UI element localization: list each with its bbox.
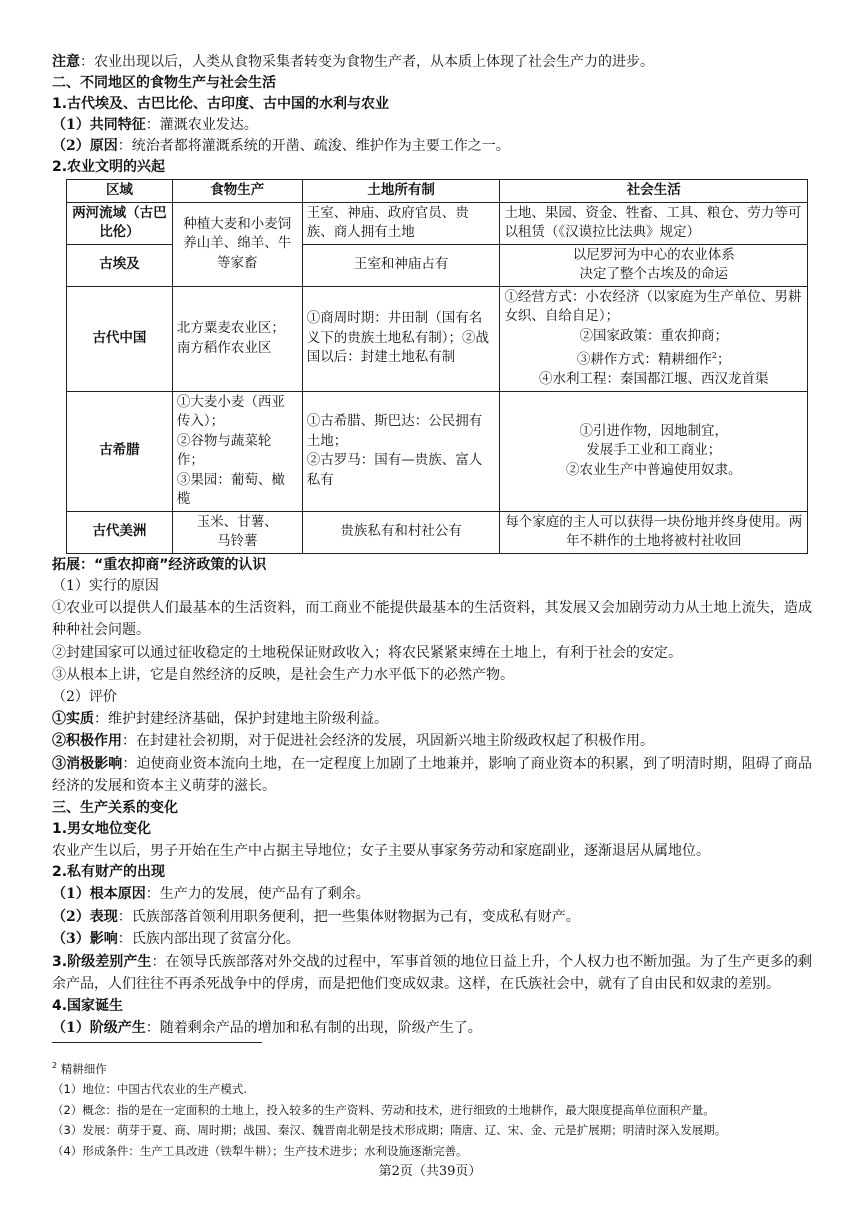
table-row bbox=[67, 391, 808, 511]
private-property-item: （3）影响：氏族内部出现了贫富分化。 bbox=[52, 931, 300, 947]
region-cell: 古埃及 bbox=[67, 244, 173, 286]
food-cell: ①大麦小麦（西亚传入）； ②谷物与蔬菜轮作； ③果园：葡萄、橄榄 bbox=[172, 391, 302, 511]
life-cell: 每个家庭的主人可以获得一块份地并终身使用。两年不耕作的土地将被村社收回 bbox=[500, 511, 808, 553]
region-cell: 两河流域（古巴比伦） bbox=[67, 202, 173, 244]
life-cell: 土地、果园、资金、牲畜、工具、粮仓、劳力等可以租赁（《汉谟拉比法典》规定） bbox=[500, 202, 808, 244]
table-header: 土地所有制 bbox=[302, 180, 500, 203]
extension-title: 拓展：“重农抑商”经济政策的认识 bbox=[52, 556, 267, 573]
section-3-4-title: 4.国家诞生 bbox=[52, 997, 124, 1014]
region-cell: 古代美洲 bbox=[67, 511, 173, 553]
extension-q2: （2）评价 bbox=[52, 688, 117, 705]
life-cell: 以尼罗河为中心的农业体系 决定了整个古埃及的命运 bbox=[500, 244, 808, 286]
footnote-item: （4）形成条件：生产工具改进（铁犁牛耕）；生产技术进步；水利设施逐渐完善。 bbox=[52, 1143, 468, 1158]
reason: （2）原因：统治者都将灌溉系统的开凿、疏浚、维护作为主要工作之一。 bbox=[52, 138, 510, 154]
life-cell: ①引进作物，因地制宜， 发展手工业和工商业； ②农业生产中普遍使用奴隶。 bbox=[500, 391, 808, 511]
food-cell: 玉米、甘薯、 马铃薯 bbox=[172, 511, 302, 553]
private-property-item: （2）表现：氏族部落首领利用职务便利，把一些集体财物据为己有，变成私有财产。 bbox=[52, 908, 580, 925]
region-cell: 古代中国 bbox=[67, 286, 173, 391]
eval-item: ③消极影响：迫使商业资本流向土地，在一定程度上加剧了土地兼并，影响了商业资本的积累，到了明清时期，阻碍了商品经济的发展和资本主义萌芽的滋长。 bbox=[52, 755, 813, 794]
eval-item: ①实质：维护封建经济基础，保护封建地主阶级利益。 bbox=[52, 710, 388, 727]
agriculture-civilization-table bbox=[66, 179, 808, 554]
footnote-item: （1）地位：中国古代农业的生产模式. bbox=[52, 1082, 247, 1097]
section-2-title: 二、不同地区的食物生产与社会生活 bbox=[52, 75, 276, 91]
section-3-3-text: 3.阶级差别产生：在领导氏族部落对外交战的过程中，军事首领的地位日益上升，个人权力也不断加强。为了生产更多的剩余产品，人们往往不再杀死战争中的俘虏，而是把他们变成奴隶。这样，在氏族社会中，就有了自由民和奴隶的差别。 bbox=[52, 953, 812, 992]
table-header-row bbox=[67, 180, 808, 203]
eval-item: ②积极作用：在封建社会初期，对于促进社会经济的发展，巩固新兴地主阶级政权起了积极作用。 bbox=[52, 733, 654, 749]
extension-q1: （1）实行的原因 bbox=[52, 577, 159, 594]
food-cell: 种植大麦和小麦饲养山羊、绵羊、牛等家畜 bbox=[172, 202, 302, 286]
reason-item: ①农业可以提供人们最基本的生活资料，而工商业不能提供最基本的生活资料，其发展又会加剧劳动力从土地上流失，造成种种社会问题。 bbox=[52, 599, 812, 638]
section-3-title: 三、生产关系的变化 bbox=[52, 799, 178, 816]
private-property-item: （1）根本原因：生产力的发展，使产品有了剩余。 bbox=[52, 886, 370, 902]
table-row bbox=[67, 202, 808, 244]
land-cell: 王室、神庙、政府官员、贵族、商人拥有土地 bbox=[302, 202, 500, 244]
table-header: 区域 bbox=[67, 180, 173, 203]
land-cell: ①商周时期：井田制（国有名义下的贵族土地私有制）；②战国以后：封建土地私有制 bbox=[302, 286, 500, 391]
footnote bbox=[52, 1056, 812, 1161]
section-3-2-title: 2.私有财产的出现 bbox=[52, 864, 166, 880]
top-note: 注意：农业出现以后，人类从食物采集者转变为食物生产者，从本质上体现了社会生产力的进步。 bbox=[52, 54, 654, 70]
common-feature: （1）共同特征：灌溉农业发达。 bbox=[52, 117, 258, 133]
land-cell: 王室和神庙占有 bbox=[302, 244, 500, 286]
table-header: 社会生活 bbox=[500, 180, 808, 203]
class-emergence: （1）阶级产生：随着剩余产品的增加和私有制的出现，阶级产生了。 bbox=[52, 1019, 482, 1036]
land-cell: ①古希腊、斯巴达：公民拥有土地； ②古罗马：国有—贵族、富人私有 bbox=[302, 391, 500, 511]
food-cell: 北方粟麦农业区；南方稻作农业区 bbox=[172, 286, 302, 391]
life-cell: ①经营方式：小农经济（以家庭为生产单位、男耕女织、自给自足）； ②国家政策：重农抑商； ③耕作方式：精耕细作$^2$； ④水利工程：秦国都江堰、西汉龙首渠 bbox=[500, 286, 808, 391]
section-3-1-text: 农业产生以后，男子开始在生产中占据主导地位；女子主要从事家务劳动和家庭副业，逐渐退居从属地位。 bbox=[52, 842, 710, 859]
page-number: 第2页（共39页） bbox=[378, 1164, 482, 1179]
page-content bbox=[52, 52, 812, 1039]
footnote-divider bbox=[52, 1042, 262, 1043]
table-header: 食物生产 bbox=[172, 180, 302, 203]
section-2-1-title: 1.古代埃及、古巴比伦、古印度、古中国的水利与农业 bbox=[52, 96, 390, 112]
reason-item: ③从根本上讲，它是自然经济的反映，是社会生产力水平低下的必然产物。 bbox=[52, 667, 514, 683]
footnote-title: $^2$ 精耕细作 bbox=[52, 1061, 107, 1076]
land-cell: 贵族私有和村社公有 bbox=[302, 511, 500, 553]
section-3-1-title: 1.男女地位变化 bbox=[52, 820, 152, 837]
table-row bbox=[67, 511, 808, 553]
footnote-item: （3）发展：萌芽于夏、商、周时期；战国、秦汉、魏晋南北朝是技术形成期；隋唐、辽、宋、金、元是扩展期；明清时深入发展期。 bbox=[52, 1123, 727, 1138]
section-2-2-title: 2.农业文明的兴起 bbox=[52, 159, 166, 175]
reason-item: ②封建国家可以通过征收稳定的土地税保证财政收入；将农民紧紧束缚在土地上，有利于社会的安定。 bbox=[52, 644, 682, 661]
footnote-item: （2）概念：指的是在一定面积的土地上，投入较多的生产资料、劳动和技术，进行细致的土地耕作，最大限度提高单位面积产量。 bbox=[52, 1102, 715, 1117]
region-cell: 古希腊 bbox=[67, 391, 173, 511]
table-row bbox=[67, 286, 808, 391]
